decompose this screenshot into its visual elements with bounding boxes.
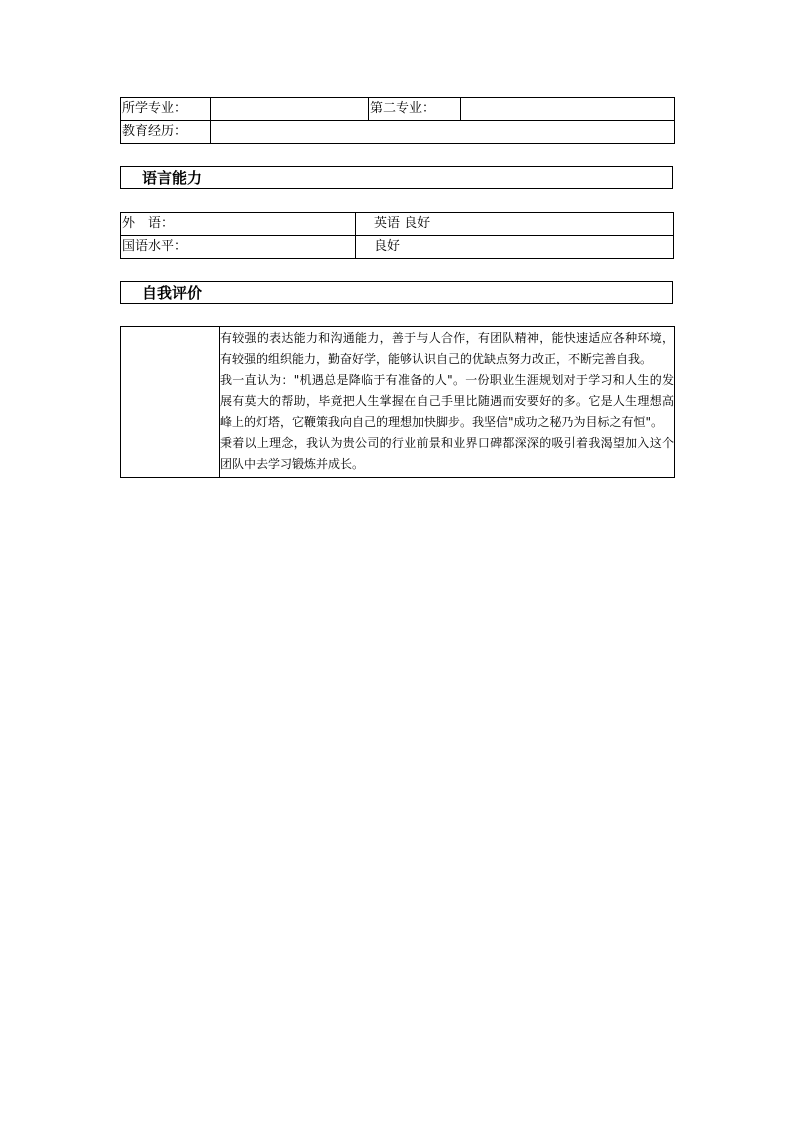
self-evaluation-row <box>121 327 675 478</box>
language-row <box>121 213 674 236</box>
edu-history-row <box>121 121 675 144</box>
language-section-header <box>120 166 673 189</box>
self-evaluation-section-header <box>120 281 673 304</box>
self-evaluation-table <box>120 326 675 478</box>
self-evaluation-section-title: 自我评价 <box>142 284 203 302</box>
language-value: 英语 良好 <box>356 213 674 236</box>
major-value <box>211 98 369 121</box>
self-evaluation-paragraph: 秉着以上理念，我认为贵公司的行业前景和业界口碑都深深的吸引着我渴望加入这个团队中去学习锻炼并成长。 <box>220 436 674 471</box>
language-label: 国语水平： <box>121 236 356 259</box>
second-major-label: 第二专业： <box>369 98 461 121</box>
major-label: 所学专业： <box>121 98 211 121</box>
language-table <box>120 212 674 259</box>
edu-history-label: 教育经历： <box>121 121 211 144</box>
major-row <box>121 98 675 121</box>
education-table <box>120 97 675 144</box>
language-value: 良好 <box>356 236 674 259</box>
language-section-title: 语言能力 <box>142 169 203 187</box>
language-row <box>121 236 674 259</box>
self-evaluation-left-cell <box>121 327 220 478</box>
self-evaluation-paragraph: 有较强的表达能力和沟通能力，善于与人合作，有团队精神，能快速适应各种环境，有较强的组织能力，勤奋好学，能够认识自己的优缺点努力改正，不断完善自我。 <box>220 331 674 366</box>
language-label: 外 语： <box>121 213 356 236</box>
self-evaluation-paragraph: 我一直认为："机遇总是降临于有准备的人"。一份职业生涯规划对于学习和人生的发展有莫大的帮助，毕竟把人生掌握在自己手里比随遇而安要好的多。它是人生理想高峰上的灯塔，它鞭策我向自己的理想加快脚步。我坚信"成功之秘乃为目标之有恒"。 <box>220 373 674 429</box>
edu-history-value <box>211 121 675 144</box>
second-major-value <box>461 98 675 121</box>
self-evaluation-text-cell <box>220 327 675 478</box>
